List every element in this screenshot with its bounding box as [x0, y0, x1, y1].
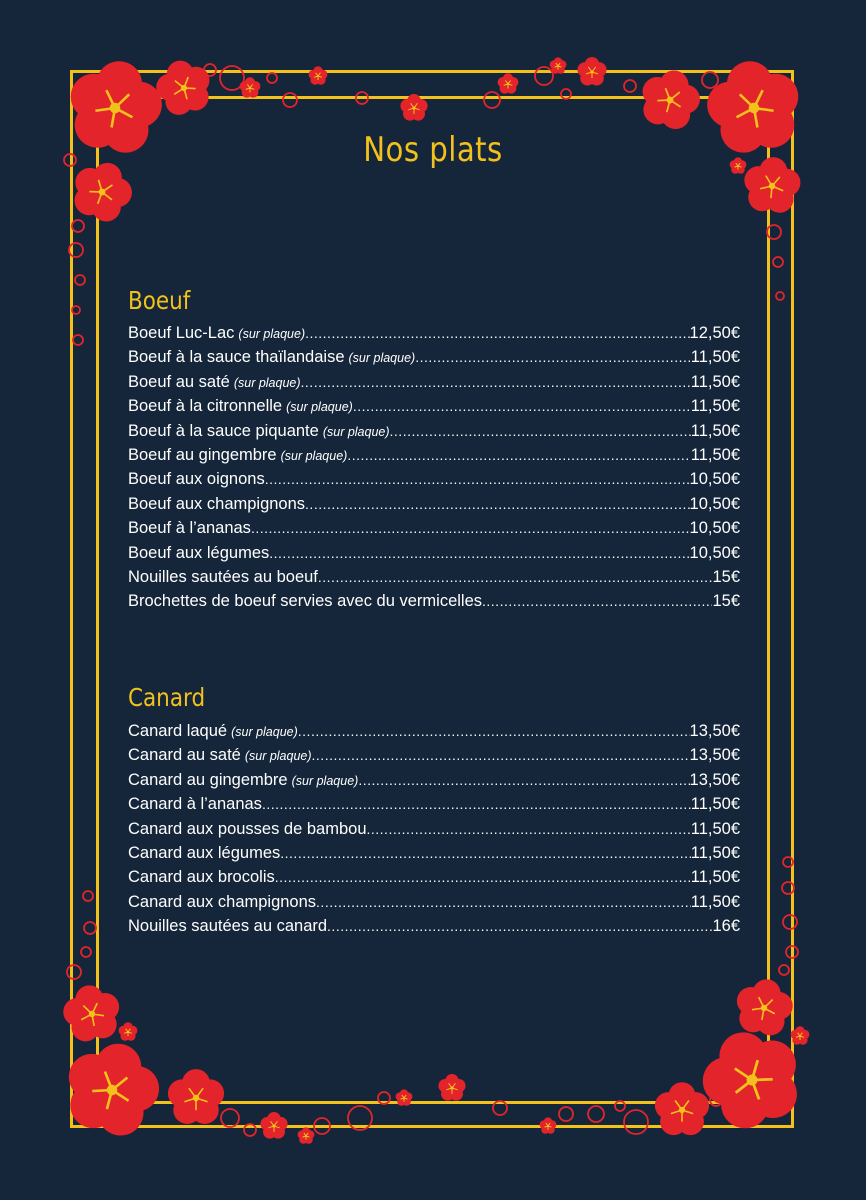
menu-item: Nouilles sautées au boeuf ..... 15€	[128, 568, 740, 592]
ring-ornament	[783, 857, 793, 867]
blossom-icon	[438, 1074, 465, 1101]
menu-item: Boeuf aux champignons ..... 10,50€	[128, 495, 740, 519]
menu-item: Boeuf Luc-Lac (sur plaque) ..... 12,50€	[128, 324, 740, 348]
ring-ornament	[81, 947, 91, 957]
ring-ornament	[356, 92, 368, 104]
menu-item: Boeuf à la citronnelle (sur plaque) ..... 11,50€	[128, 397, 740, 421]
ring-ornament	[73, 335, 83, 345]
ring-ornament	[72, 306, 80, 314]
blossom-icon	[655, 1082, 709, 1135]
blossom-icon	[119, 1022, 138, 1040]
ring-ornament	[314, 1118, 330, 1134]
blossom-icon	[498, 73, 519, 93]
menu-item: Canard laqué (sur plaque) ..... 13,50€	[128, 722, 740, 746]
ring-ornament	[221, 1109, 239, 1127]
menu-item: Boeuf au saté (sur plaque) ..... 11,50€	[128, 373, 740, 397]
ring-ornament	[267, 73, 277, 83]
ring-ornament	[702, 72, 718, 88]
blossom-icon	[57, 1033, 169, 1143]
section-title-boeuf: Boeuf	[128, 286, 191, 315]
menu-item: Canard à l’ananas ..... 11,50€	[128, 795, 740, 819]
ring-ornament	[244, 1124, 256, 1136]
blossom-icon	[59, 981, 124, 1045]
ring-ornament	[615, 1101, 625, 1111]
ring-ornament	[72, 220, 84, 232]
ring-ornament	[588, 1106, 604, 1122]
ring-ornament	[782, 882, 794, 894]
section-title-canard: Canard	[128, 683, 206, 712]
blossom-icon	[400, 94, 427, 121]
ring-ornament	[84, 922, 96, 934]
ring-ornament	[767, 225, 781, 239]
blossom-icon	[396, 1089, 413, 1105]
blossom-icon	[577, 57, 606, 86]
menu-item: Canard aux brocolis ..... 11,50€	[128, 868, 740, 892]
menu-item: Boeuf à la sauce piquante (sur plaque) ..... 11,50€	[128, 422, 740, 446]
ring-ornament	[561, 89, 571, 99]
menu-item: Brochettes de boeuf servies avec du vermicelles ..... 15€	[128, 592, 740, 616]
ring-ornament	[783, 915, 797, 929]
menu-item: Canard au saté (sur plaque) ..... 13,50€	[128, 746, 740, 770]
ring-ornament	[779, 965, 789, 975]
ring-ornament	[69, 243, 83, 257]
blossom-icon	[298, 1127, 315, 1143]
boeuf-item-list	[128, 324, 740, 617]
ring-ornament	[493, 1101, 507, 1115]
blossom-icon	[635, 63, 706, 133]
blossom-icon	[240, 77, 261, 97]
ring-ornament	[559, 1107, 573, 1121]
ring-ornament	[624, 1110, 648, 1134]
menu-item: Canard au gingembre (sur plaque) ..... 13,50€	[128, 771, 740, 795]
menu-item: Canard aux pousses de bambou ..... 11,50€	[128, 820, 740, 844]
blossom-icon	[260, 1112, 287, 1139]
blossom-icon	[309, 66, 328, 84]
ring-ornament	[624, 80, 636, 92]
blossom-icon	[732, 975, 797, 1039]
menu-item: Boeuf au gingembre (sur plaque) ..... 11,50€	[128, 446, 740, 470]
menu-item: Boeuf aux légumes ..... 10,50€	[128, 544, 740, 568]
menu-item: Canard aux légumes ..... 11,50€	[128, 844, 740, 868]
ring-ornament	[67, 965, 81, 979]
ring-ornament	[484, 92, 500, 108]
ring-ornament	[776, 292, 784, 300]
menu-item: Boeuf à l’ananas ..... 10,50€	[128, 519, 740, 543]
ring-ornament	[378, 1092, 390, 1104]
canard-item-list	[128, 722, 740, 942]
page-title: Nos plats	[363, 130, 503, 170]
menu-item: Boeuf à la sauce thaïlandaise (sur plaque) ..... 11,50€	[128, 348, 740, 372]
ring-ornament	[283, 93, 297, 107]
blossom-icon	[168, 1069, 224, 1124]
ring-ornament	[786, 946, 798, 958]
menu-item: Canard aux champignons ..... 11,50€	[128, 893, 740, 917]
ring-ornament	[220, 66, 244, 90]
menu-item: Boeuf aux oignons ..... 10,50€	[128, 470, 740, 494]
ring-ornament	[535, 67, 553, 85]
blossom-icon	[540, 1117, 557, 1133]
ring-ornament	[348, 1106, 372, 1130]
blossom-icon	[791, 1026, 810, 1044]
ring-ornament	[75, 275, 85, 285]
ring-ornament	[773, 257, 783, 267]
ring-ornament	[204, 64, 216, 76]
ring-ornament	[83, 891, 93, 901]
menu-item: Nouilles sautées au canard ..... 16€	[128, 917, 740, 941]
